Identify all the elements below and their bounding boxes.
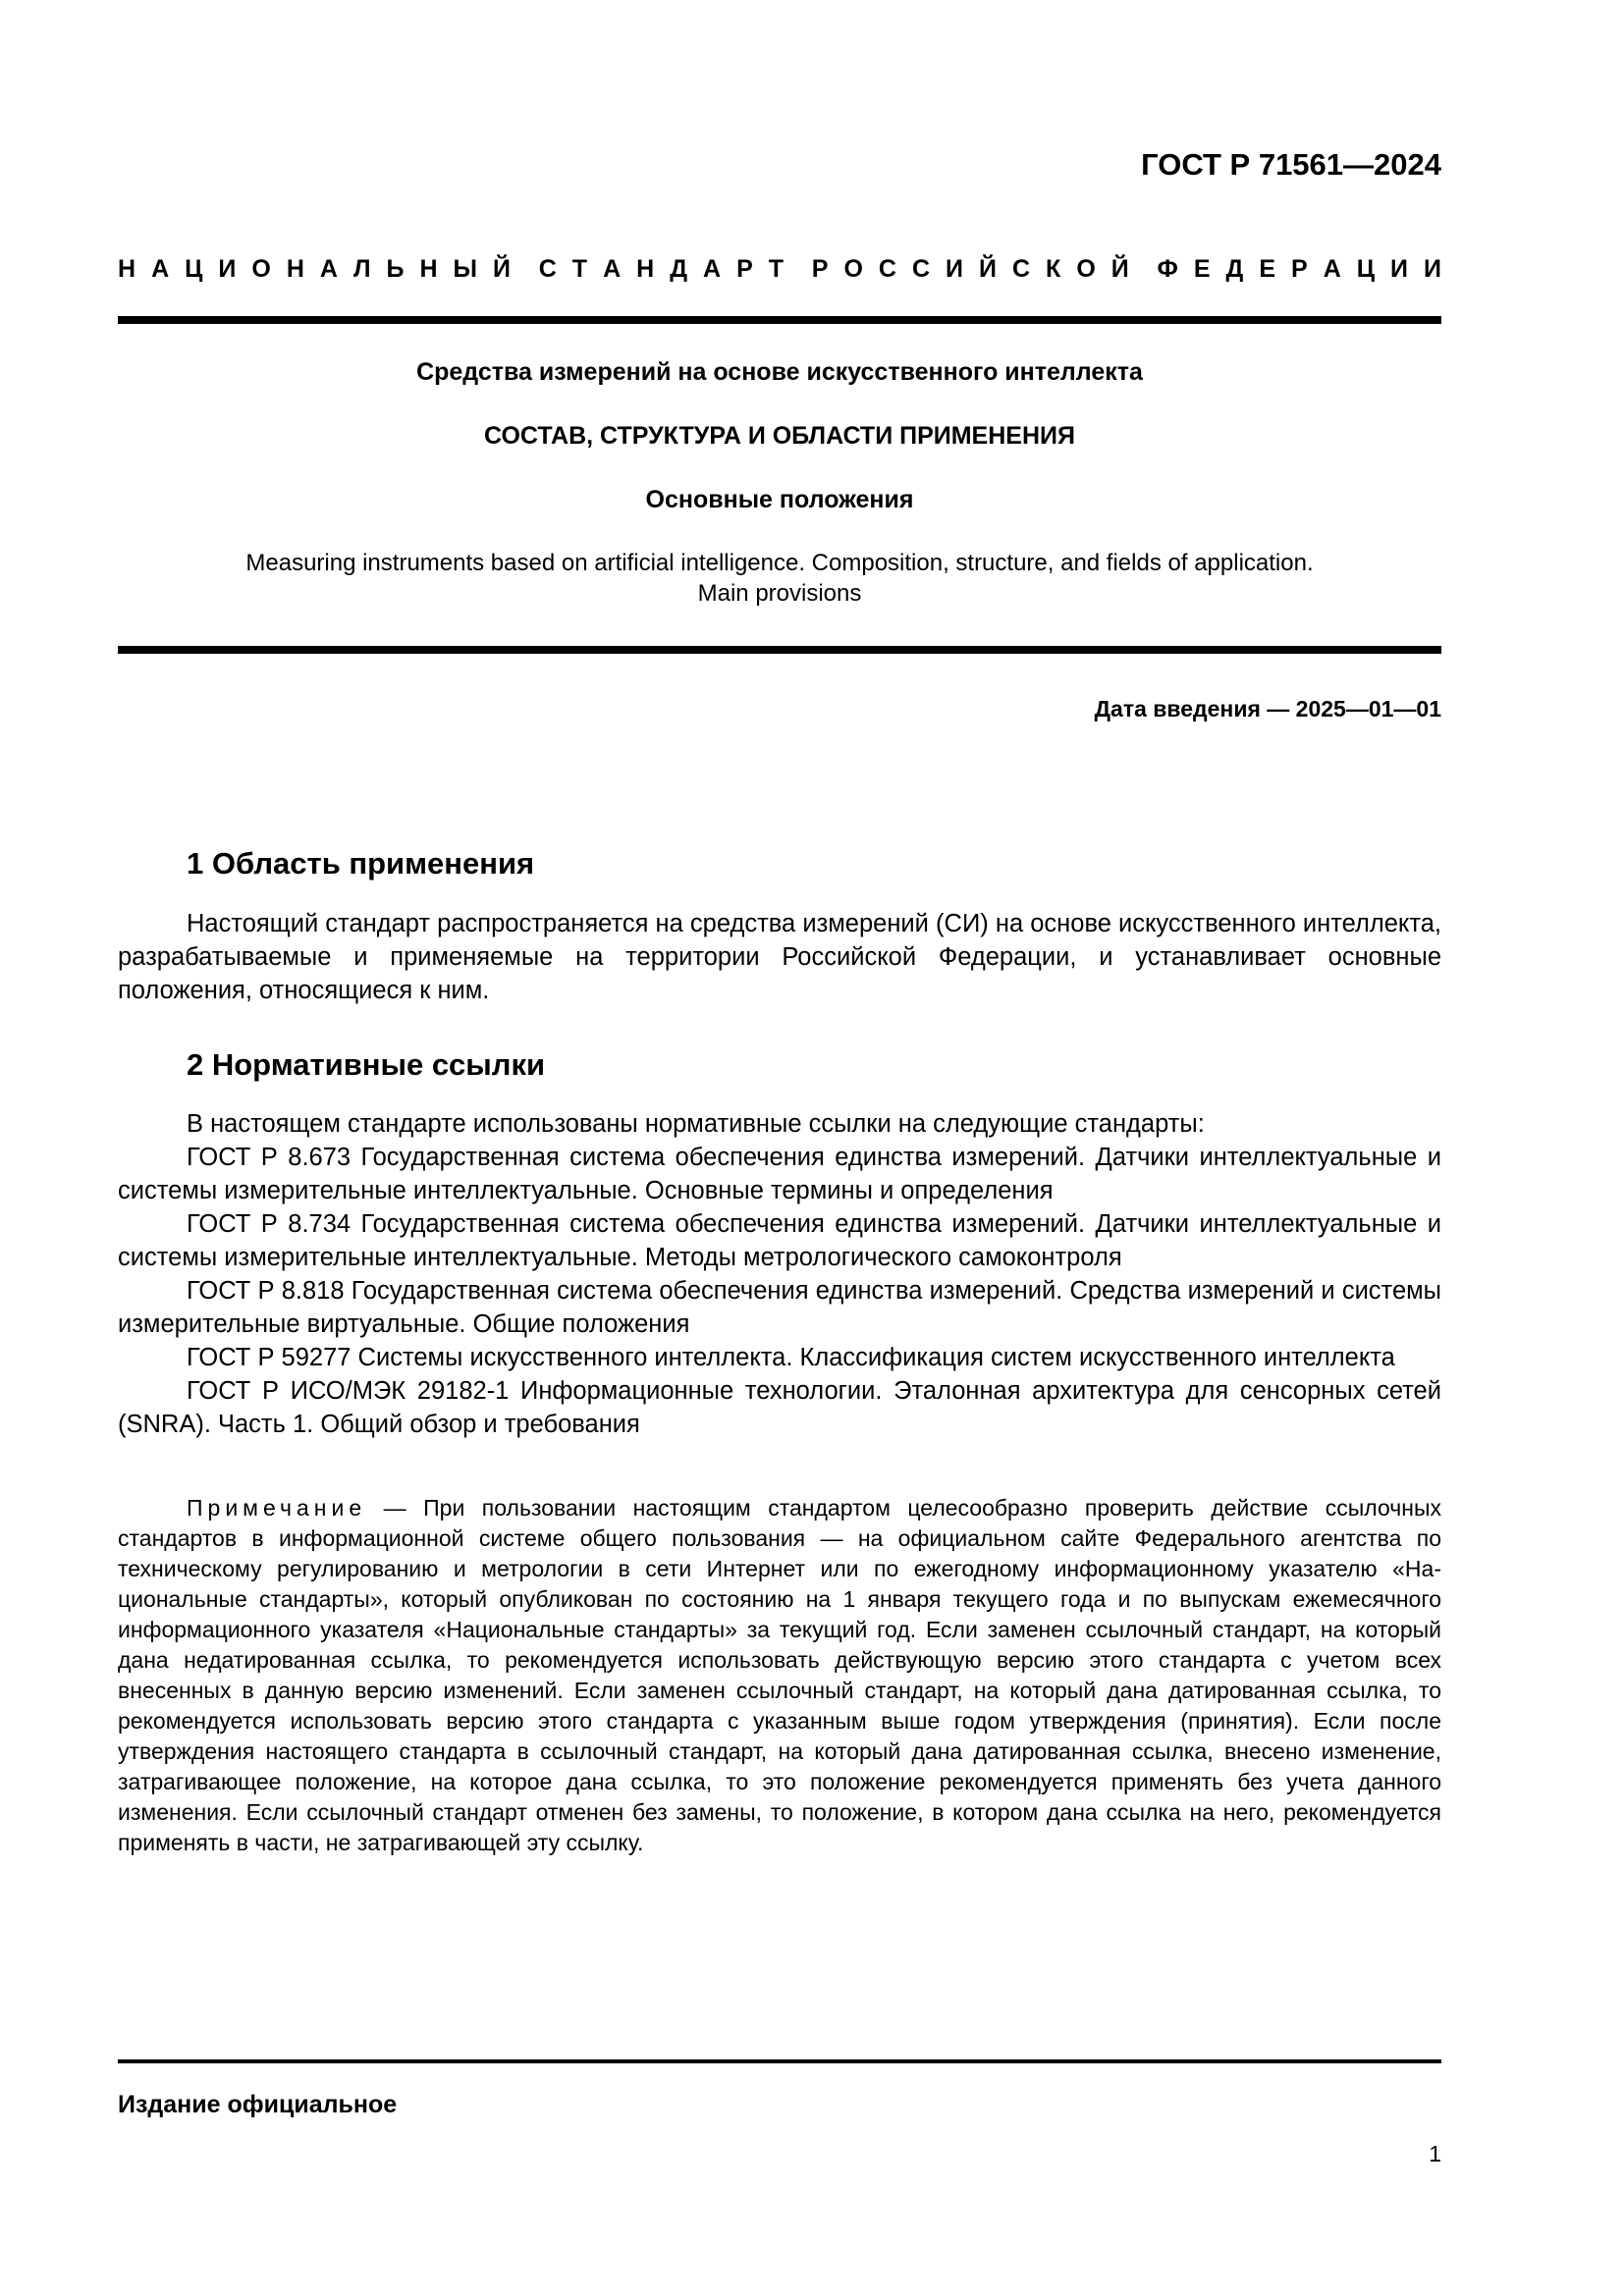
reference-item: ГОСТ Р ИСО/МЭК 29182-1 Информационные технологии. Эталонная архитектура для сенсорных сетей (SNRA). Часть 1. Общий обзор и требования <box>118 1377 1441 1438</box>
english-title-line-1: Measuring instruments based on artificial intelligence. Composition, structure, and fields of application. <box>245 550 1314 576</box>
title-line-1: Средства измерений на основе искусственного интеллекта <box>416 358 1143 386</box>
references-intro: В настоящем стандарте использованы нормативные ссылки на следующие стандарты: <box>187 1110 1205 1138</box>
reference-item: ГОСТ Р 8.818 Государственная система обеспечения единства измерений. Средства измерений и системы измерительные виртуальные. Общие положения <box>118 1277 1441 1338</box>
reference-item: ГОСТ Р 8.673 Государственная система обеспечения единства измерений. Датчики интеллектуальные и системы измерительные интеллектуальные. Основные термины и определения <box>118 1144 1441 1204</box>
official-edition-label: Издание официальное <box>118 2091 398 2118</box>
introduction-date: Дата введения — 2025—01—01 <box>1094 696 1441 721</box>
references-note <box>118 1493 1441 1858</box>
reference-item: ГОСТ Р 8.734 Государственная система обеспечения единства измерений. Датчики интеллектуальные и системы измерительные интеллектуальные. Методы метрологического самоконтроля <box>118 1210 1441 1271</box>
footer-divider <box>118 2059 1441 2063</box>
title-line-2: СОСТАВ, СТРУКТУРА И ОБЛАСТИ ПРИМЕНЕНИЯ <box>484 422 1075 450</box>
banner-word: С Т А Н Д А Р Т <box>538 255 785 283</box>
note-text: — При пользовании настоящим стандартом целесообразно проверить действие ссылочных стандартов в информационной системе общего пользования — на официальном сайте Федерального агентства по техническому регулированию и метрологии в сети Интернет или по ежегодному информационному указателю «Национальные стандарты», который опубликован по состоянию на 1 января текущего года и по выпускам ежемесячного информационного указателя «Национальные стандарты» за текущий год. Если заменен ссылочный стандарт, на который дана недатированная ссылка, то рекомендуется использовать действующую версию этого стандарта с учетом всех внесенных в данную версию изменений. Если заменен ссылочный стандарт, на который дана датированная ссылка, то рекомендуется использовать версию этого стандарта с указанным выше годом утверждения (принятия). Если после утверждения настоящего стандарта в ссылочный стандарт, на который дана датированная ссылка, внесено изменение, затрагивающее положение, на которое дана ссылка, то это положение рекомендуется применять без учета данного изменения. Если ссылочный стандарт отменен без замены, то положение, в котором дана ссылка на него, рекомендуется применять в части, не затрагивающей эту ссылку. <box>118 1495 1441 1855</box>
banner-word: Ф Е Д Е Р А Ц И И <box>1157 255 1441 283</box>
normative-references <box>118 1107 1441 1441</box>
title-line-3: Основные положения <box>645 486 914 513</box>
english-title <box>118 548 1441 609</box>
banner-word: Н А Ц И О Н А Л Ь Н Ы Й <box>118 255 511 283</box>
section-1-text: Настоящий стандарт распространяется на средства измерений (СИ) на основе искусственного интеллекта, разрабатываемые и применяемые на территории Российской Федерации, и устанавливает основные положения, относящиеся к ним. <box>118 910 1441 1004</box>
top-divider <box>118 316 1441 324</box>
page-number: 1 <box>1429 2141 1441 2166</box>
reference-item: ГОСТ Р 59277 Системы искусственного интеллекта. Классификация систем искусственного интеллекта <box>187 1344 1395 1371</box>
section-1-heading: 1 Область применения <box>187 846 535 881</box>
note-label: Примечание <box>187 1495 367 1521</box>
document-code: ГОСТ Р 71561—2024 <box>1141 147 1441 182</box>
section-2-heading: 2 Нормативные ссылки <box>187 1047 546 1082</box>
banner-word: Р О С С И Й С К О Й <box>811 255 1129 283</box>
national-standard-banner <box>118 255 1441 284</box>
english-title-line-2: Main provisions <box>697 580 862 607</box>
title-divider <box>118 646 1441 654</box>
